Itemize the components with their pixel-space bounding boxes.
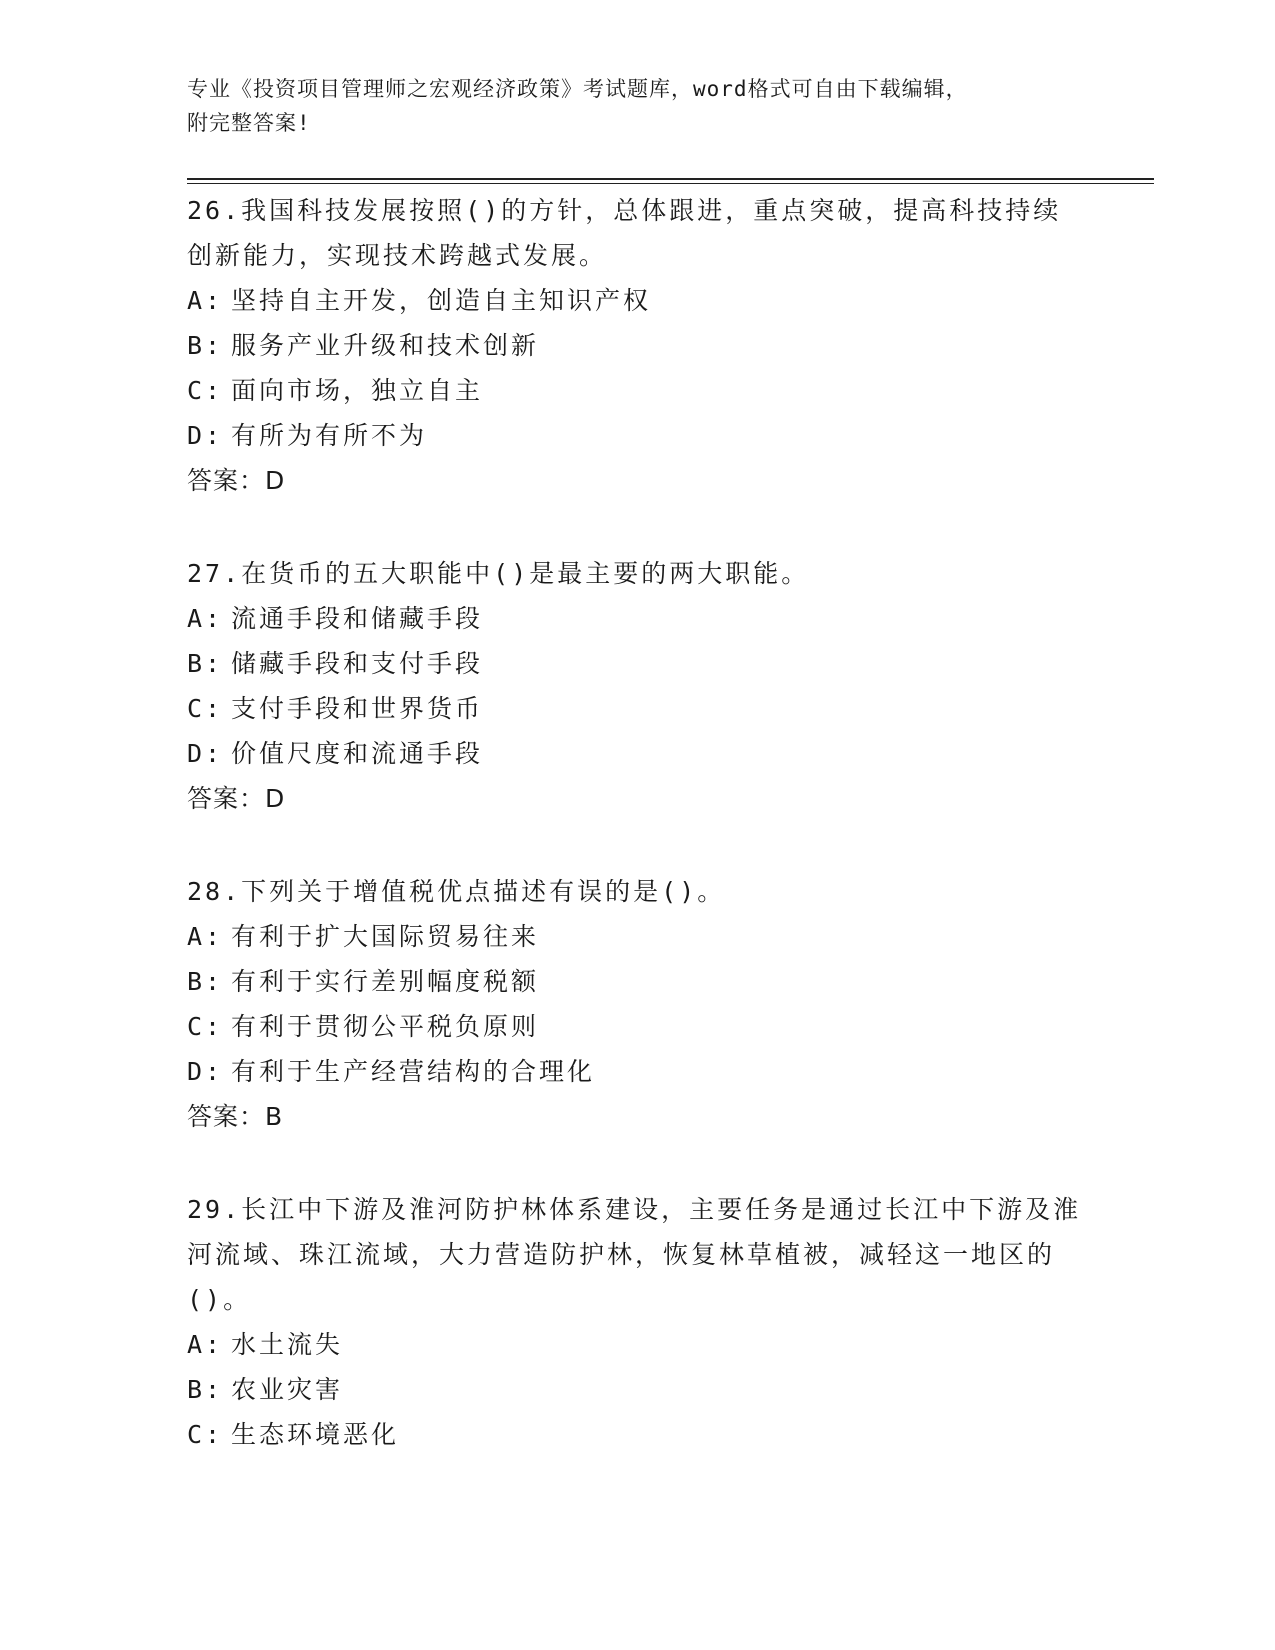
header-divider-thin xyxy=(187,183,1154,184)
option-text: 坚持自主开发，创造自主知识产权 xyxy=(231,286,652,315)
header-divider-thick xyxy=(187,178,1154,180)
option-c xyxy=(187,1412,1087,1457)
answer-line: 答案：D xyxy=(187,466,286,495)
option-c xyxy=(187,686,1087,731)
option-text: 流通手段和储藏手段 xyxy=(231,604,484,633)
option-letter: D: xyxy=(187,421,224,450)
question-stem: 28.下列关于增值税优点描述有误的是()。 xyxy=(187,877,726,906)
option-letter: A: xyxy=(187,286,224,315)
header-line-2: 附完整答案! xyxy=(187,111,311,135)
option-b xyxy=(187,1367,1087,1412)
option-d xyxy=(187,731,1087,776)
option-letter: B: xyxy=(187,331,224,360)
option-a xyxy=(187,914,1087,959)
document-header xyxy=(187,72,1067,140)
option-a xyxy=(187,596,1087,641)
option-letter: D: xyxy=(187,739,224,768)
option-d xyxy=(187,1049,1087,1094)
question-item xyxy=(187,551,1087,821)
option-letter: B: xyxy=(187,1375,224,1404)
option-text: 生态环境恶化 xyxy=(231,1420,400,1449)
question-item xyxy=(187,188,1087,503)
option-a xyxy=(187,278,1087,323)
option-b xyxy=(187,641,1087,686)
option-b xyxy=(187,959,1087,1004)
option-letter: C: xyxy=(187,694,224,723)
option-text: 价值尺度和流通手段 xyxy=(231,739,484,768)
answer-line: 答案：D xyxy=(187,784,286,813)
option-text: 有利于生产经营结构的合理化 xyxy=(231,1057,596,1086)
option-text: 有利于贯彻公平税负原则 xyxy=(231,1012,540,1041)
option-c xyxy=(187,368,1087,413)
header-line-1: 专业《投资项目管理师之宏观经济政策》考试题库，word格式可自由下载编辑， xyxy=(187,77,968,101)
question-item xyxy=(187,1187,1087,1457)
option-letter: A: xyxy=(187,1330,224,1359)
question-stem: 26.我国科技发展按照()的方针，总体跟进，重点突破，提高科技持续创新能力，实现技术跨越式发展。 xyxy=(187,196,1062,270)
option-text: 有利于扩大国际贸易往来 xyxy=(231,922,540,951)
question-list xyxy=(187,188,1087,1505)
option-text: 有所为有所不为 xyxy=(231,421,428,450)
option-letter: A: xyxy=(187,922,224,951)
question-item xyxy=(187,869,1087,1139)
option-text: 储藏手段和支付手段 xyxy=(231,649,484,678)
option-letter: D: xyxy=(187,1057,224,1086)
option-letter: C: xyxy=(187,1012,224,1041)
option-b xyxy=(187,323,1087,368)
option-text: 水土流失 xyxy=(231,1330,344,1359)
option-d xyxy=(187,413,1087,458)
option-c xyxy=(187,1004,1087,1049)
option-text: 农业灾害 xyxy=(231,1375,344,1404)
option-text: 服务产业升级和技术创新 xyxy=(231,331,540,360)
answer-line: 答案：B xyxy=(187,1102,284,1131)
option-letter: A: xyxy=(187,604,224,633)
option-a xyxy=(187,1322,1087,1367)
option-text: 面向市场，独立自主 xyxy=(231,376,484,405)
option-letter: B: xyxy=(187,967,224,996)
question-stem: 29.长江中下游及淮河防护林体系建设，主要任务是通过长江中下游及淮河流域、珠江流域，大力营造防护林，恢复林草植被，减轻这一地区的()。 xyxy=(187,1195,1082,1314)
option-text: 有利于实行差别幅度税额 xyxy=(231,967,540,996)
option-letter: B: xyxy=(187,649,224,678)
option-text: 支付手段和世界货币 xyxy=(231,694,484,723)
question-stem: 27.在货币的五大职能中()是最主要的两大职能。 xyxy=(187,559,810,588)
option-letter: C: xyxy=(187,376,224,405)
option-letter: C: xyxy=(187,1420,224,1449)
